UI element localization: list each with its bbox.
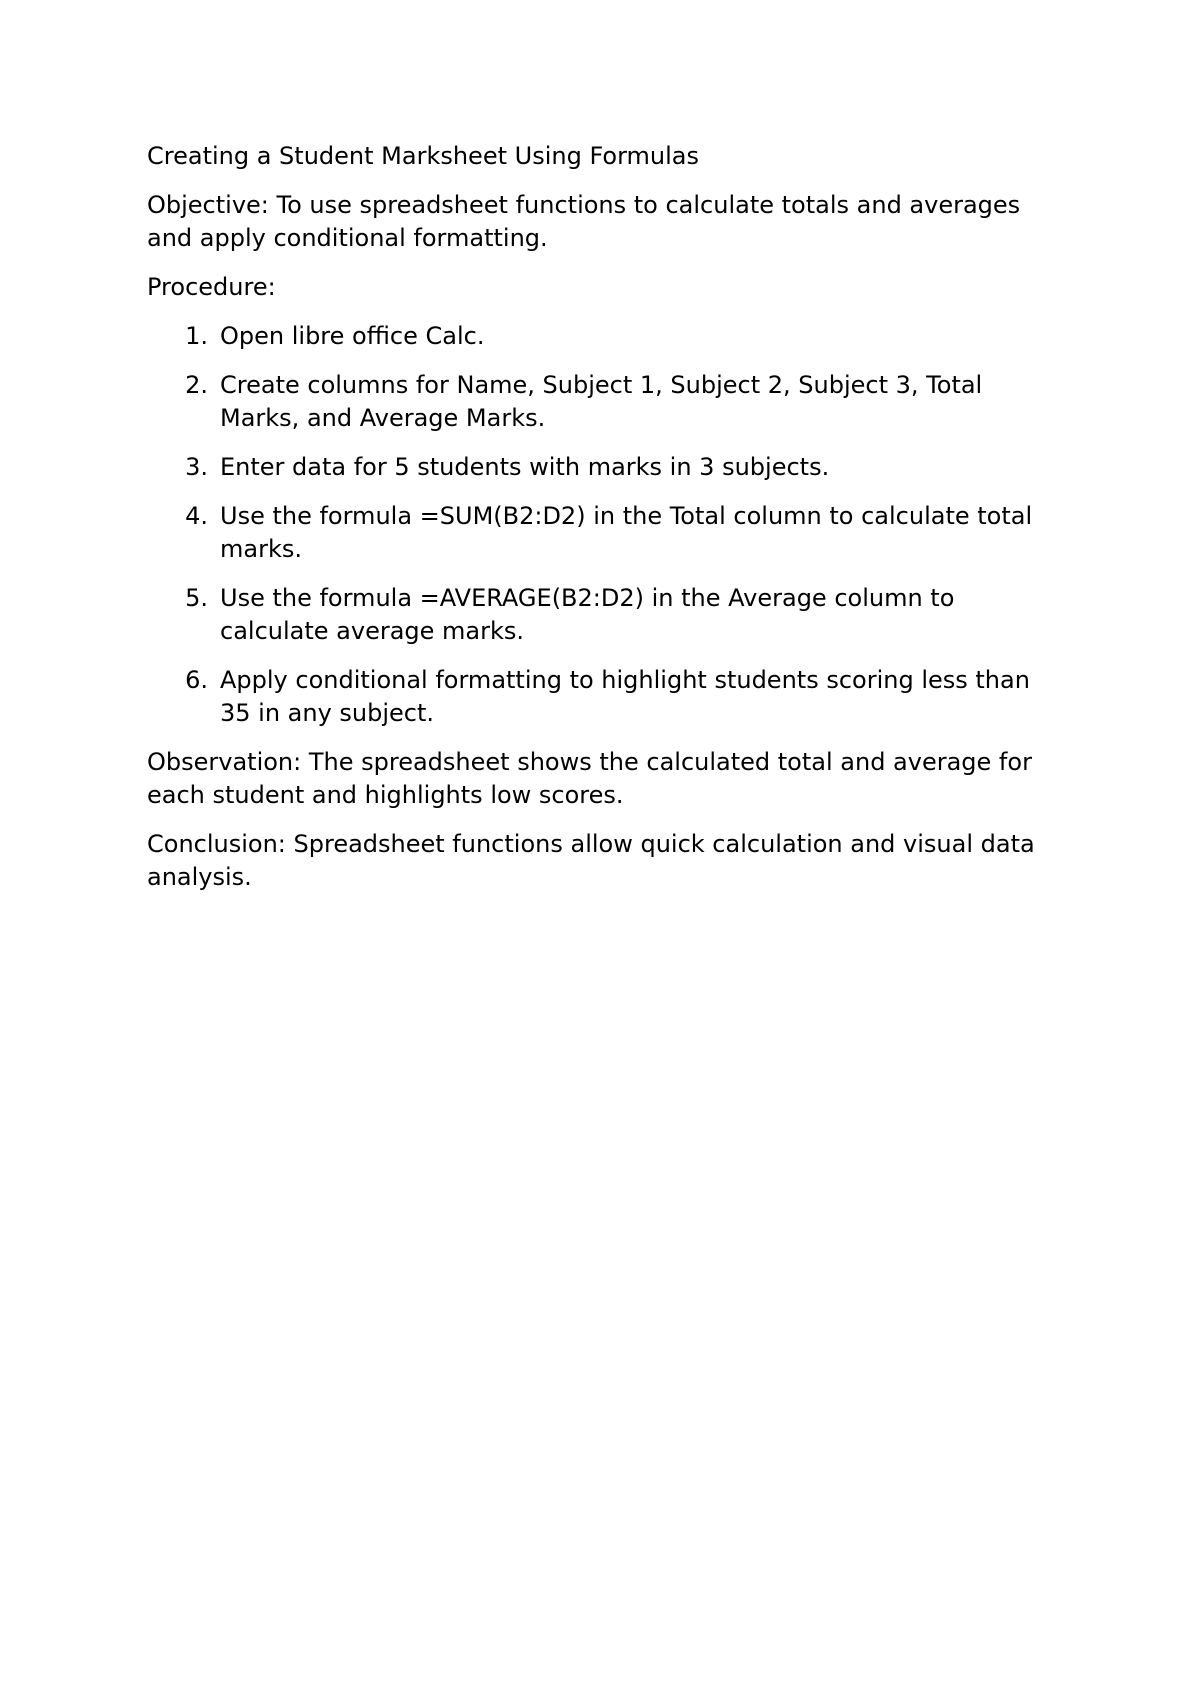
step-text: Open libre office Calc. <box>220 322 485 350</box>
step-text: Enter data for 5 students with marks in 3 subjects. <box>220 453 830 481</box>
step-text: Apply conditional formatting to highlight students scoring less than 35 in any subject. <box>220 666 1030 727</box>
observation-paragraph: Observation: The spreadsheet shows the calculated total and average for each student and highlights low scores. <box>147 748 1032 809</box>
step-number: 5. <box>185 584 208 612</box>
step-text: Use the formula =SUM(B2:D2) in the Total column to calculate total marks. <box>220 502 1033 563</box>
objective-paragraph: Objective: To use spreadsheet functions to calculate totals and averages and apply conditional formatting. <box>147 191 1021 252</box>
step-number: 6. <box>185 666 208 694</box>
procedure-step <box>147 451 1067 484</box>
procedure-step <box>147 369 1067 435</box>
procedure-label: Procedure: <box>147 273 276 301</box>
step-number: 4. <box>185 502 208 530</box>
step-number: 1. <box>185 322 208 350</box>
conclusion-paragraph: Conclusion: Spreadsheet functions allow quick calculation and visual data analysis. <box>147 830 1035 891</box>
step-text: Create columns for Name, Subject 1, Subject 2, Subject 3, Total Marks, and Average Marks. <box>220 371 983 432</box>
step-number: 2. <box>185 371 208 399</box>
procedure-step <box>147 500 1067 566</box>
step-number: 3. <box>185 453 208 481</box>
procedure-step <box>147 582 1067 648</box>
document-title: Creating a Student Marksheet Using Formulas <box>147 142 699 170</box>
step-text: Use the formula =AVERAGE(B2:D2) in the Average column to calculate average marks. <box>220 584 955 645</box>
procedure-step <box>147 320 1067 353</box>
procedure-steps-list <box>147 320 1067 730</box>
document-page <box>147 140 1067 910</box>
procedure-step <box>147 664 1067 730</box>
